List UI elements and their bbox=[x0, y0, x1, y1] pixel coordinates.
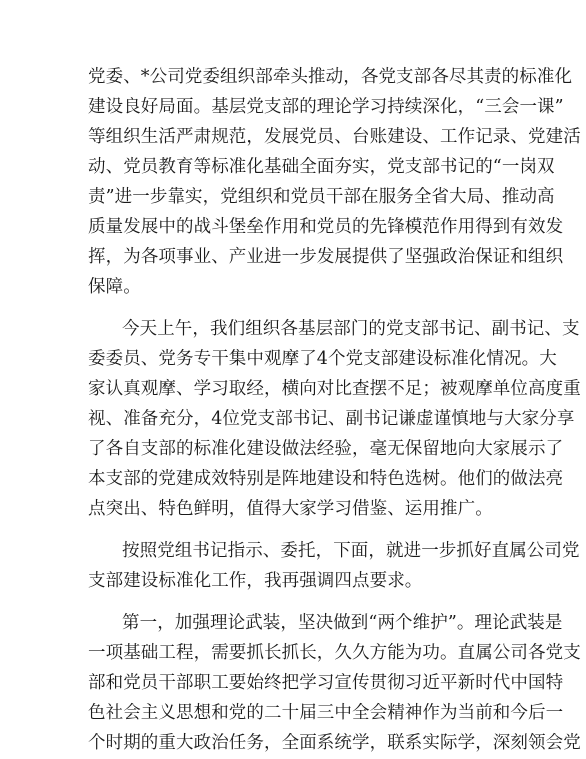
text-line: 点突出、特色鲜明，值得大家学习借鉴、运用推广。 bbox=[88, 499, 493, 519]
text-line: 党委、*公司党委组织部牵头推动，各党支部各尽其责的标准化 bbox=[88, 67, 573, 87]
text-line: 质量发展中的战斗堡垒作用和党员的先锋模范作用得到有效发 bbox=[88, 217, 564, 237]
text-line: 等组织生活严肃规范，发展党员、台账建设、工作记录、党建活 bbox=[88, 127, 581, 147]
text-line: 视、准备充分，4位党支部书记、副书记谦虚谨慎地与大家分享 bbox=[88, 409, 575, 429]
text-line: 按照党组书记指示、委托，下面，就进一步抓好直属公司党 bbox=[122, 541, 580, 561]
text-line: 部和党员干部职工要始终把学习宣传贯彻习近平新时代中国特 bbox=[88, 673, 564, 693]
text-line: 保障。 bbox=[88, 277, 141, 297]
text-line: 建设良好局面。基层党支部的理论学习持续深化，“三会一课” bbox=[88, 97, 564, 117]
text-line: 了各自支部的标准化建设做法经验，毫无保留地向大家展示了 bbox=[88, 439, 564, 459]
text-line: 今天上午，我们组织各基层部门的党支部书记、副书记、支 bbox=[122, 319, 580, 339]
text-line: 个时期的重大政治任务，全面系统学，联系实际学，深刻领会党 bbox=[88, 733, 581, 753]
text-line: 本支部的党建成效特别是阵地建设和特色选树。他们的做法亮 bbox=[88, 469, 564, 489]
paragraph-gap bbox=[88, 524, 504, 536]
paragraph-1 bbox=[88, 62, 581, 302]
paragraph-2 bbox=[88, 314, 581, 524]
text-line: 委委员、党务专干集中观摩了4个党支部建设标准化情况。大 bbox=[88, 349, 557, 369]
text-line: 家认真观摩、学习取经，横向对比查摆不足；被观摩单位高度重 bbox=[88, 379, 581, 399]
document-body bbox=[88, 62, 581, 758]
text-line: 责”进一步靠实，党组织和党员干部在服务全省大局、推动高 bbox=[88, 187, 555, 207]
text-line: 色社会主义思想和党的二十届三中全会精神作为当前和今后一 bbox=[88, 703, 564, 723]
text-line: 动、党员教育等标准化基础全面夯实，党支部书记的“一岗双 bbox=[88, 157, 555, 177]
paragraph-gap bbox=[88, 596, 504, 608]
paragraph-3 bbox=[88, 536, 580, 596]
text-line: 一项基础工程，需要抓长抓长，久久方能为功。直属公司各党支 bbox=[88, 643, 581, 663]
paragraph-gap bbox=[88, 302, 504, 314]
text-line: 挥，为各项事业、产业进一步发展提供了坚强政治保证和组织 bbox=[88, 247, 564, 267]
text-line: 支部建设标准化工作，我再强调四点要求。 bbox=[88, 571, 423, 591]
paragraph-4 bbox=[88, 608, 581, 758]
text-line: 第一，加强理论武装，坚决做到“两个维护”。理论武装是 bbox=[122, 613, 563, 633]
